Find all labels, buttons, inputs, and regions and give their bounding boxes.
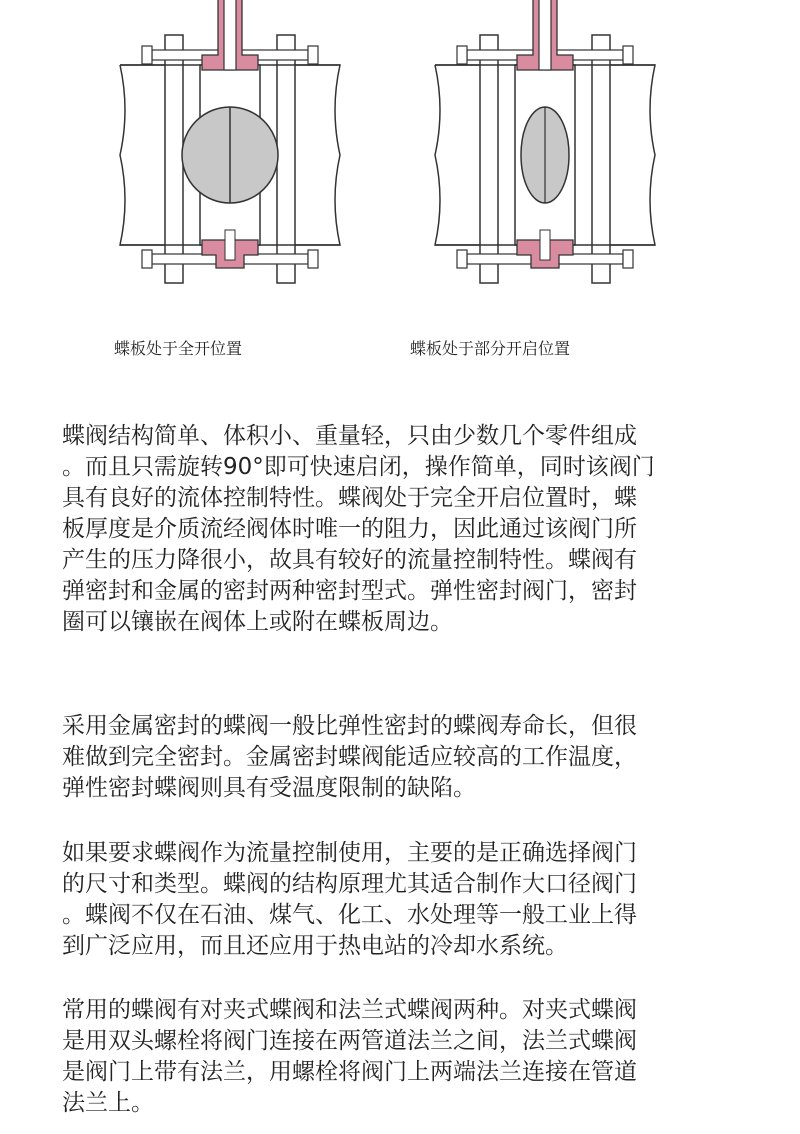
paragraph-4 [62,995,752,1119]
valve-diagrams [0,0,800,370]
valve-fully-open [120,0,340,283]
left-caption: 蝶板处于全开位置 [114,339,243,358]
paragraph-3 [62,838,752,962]
text-line: 是阀门上带有法兰，用螺栓将阀门上两端法兰连接在管道 [62,1059,637,1085]
text-line: 弹性密封蝶阀则具有受温度限制的缺陷。 [62,775,476,801]
text-line: 蝶阀结构简单、体积小、重量轻，只由少数几个零件组成 [62,423,637,449]
text-line: 法兰上。 [62,1090,154,1116]
right-caption: 蝶板处于部分开启位置 [410,339,571,358]
text-line: 弹密封和金属的密封两种密封型式。弹性密封阀门，密封 [62,578,637,604]
text-line: 难做到完全密封。金属密封蝶阀能适应较高的工作温度， [62,744,637,770]
text-line: 常用的蝶阀有对夹式蝶阀和法兰式蝶阀两种。对夹式蝶阀 [62,997,637,1023]
paragraph-2 [62,711,752,804]
text-line: 到广泛应用，而且还应用于热电站的冷却水系统。 [62,933,568,959]
valve-figure [0,0,800,370]
text-line: 的尺寸和类型。蝶阀的结构原理尤其适合制作大口径阀门 [62,871,637,897]
text-line: 具有良好的流体控制特性。蝶阀处于完全开启位置时，蝶 [62,485,637,511]
text-line: 采用金属密封的蝶阀一般比弹性密封的蝶阀寿命长，但很 [62,713,637,739]
valve-partially-open [435,0,655,283]
text-line: 。而且只需旋转90°即可快速启闭，操作简单，同时该阀门 [62,454,655,480]
text-line: 如果要求蝶阀作为流量控制使用，主要的是正确选择阀门 [62,840,637,866]
text-line: 产生的压力降很小，故具有较好的流量控制特性。蝶阀有 [62,547,637,573]
text-line: 是用双头螺栓将阀门连接在两管道法兰之间，法兰式蝶阀 [62,1028,637,1054]
paragraph-1 [62,421,752,638]
text-line: 。蝶阀不仅在石油、煤气、化工、水处理等一般工业上得 [62,902,637,928]
text-line: 板厚度是介质流经阀体时唯一的阻力，因此通过该阀门所 [62,516,637,542]
text-line: 圈可以镶嵌在阀体上或附在蝶板周边。 [62,609,453,635]
